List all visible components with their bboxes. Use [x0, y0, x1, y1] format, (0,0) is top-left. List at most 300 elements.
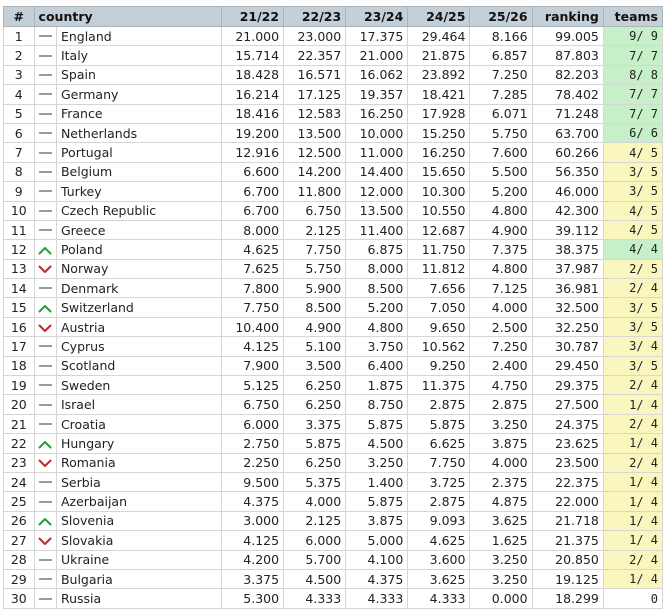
- rank-cell: 16: [4, 317, 35, 336]
- teams-cell: 3/ 5: [603, 356, 662, 375]
- no-change-dash-icon: [39, 559, 52, 561]
- ranking-cell: 21.718: [532, 511, 603, 530]
- country-cell: Azerbaijan: [56, 492, 221, 511]
- teams-cell: 3/ 4: [603, 337, 662, 356]
- no-change-dash-icon: [39, 74, 52, 76]
- no-change-dash-icon: [39, 345, 52, 347]
- teams-cell: 2/ 4: [603, 453, 662, 472]
- ranking-cell: 21.375: [532, 531, 603, 550]
- season-2526-cell: 6.857: [470, 46, 532, 65]
- table-row[interactable]: [4, 434, 663, 453]
- teams-cell: 9/ 9: [603, 27, 662, 46]
- rank-cell: 20: [4, 395, 35, 414]
- table-row[interactable]: [4, 298, 663, 317]
- season-2526-cell: 4.000: [470, 298, 532, 317]
- season-2526-cell: 4.800: [470, 201, 532, 220]
- season-2122-cell: 19.200: [221, 123, 283, 142]
- ranking-cell: 20.850: [532, 550, 603, 569]
- table-row[interactable]: [4, 85, 663, 104]
- season-2526-cell: 3.250: [470, 414, 532, 433]
- teams-cell: 1/ 4: [603, 511, 662, 530]
- trend-cell: [34, 337, 56, 356]
- rank-cell: 11: [4, 220, 35, 239]
- country-cell: Denmark: [56, 279, 221, 298]
- season-2223-cell: 23.000: [284, 27, 346, 46]
- season-2526-cell: 2.875: [470, 395, 532, 414]
- trend-cell: [34, 298, 56, 317]
- trend-cell: [34, 531, 56, 550]
- trend-cell: [34, 376, 56, 395]
- season-2425-cell: 7.050: [408, 298, 470, 317]
- season-2324-cell: 4.800: [346, 317, 408, 336]
- country-cell: Germany: [56, 85, 221, 104]
- trend-cell: [34, 85, 56, 104]
- season-2324-cell: 19.357: [346, 85, 408, 104]
- table-row[interactable]: [4, 143, 663, 162]
- ranking-cell: 32.500: [532, 298, 603, 317]
- ranking-cell: 46.000: [532, 182, 603, 201]
- season-2425-cell: 11.375: [408, 376, 470, 395]
- season-2526-cell: 4.875: [470, 492, 532, 511]
- uefa-coefficient-table: [3, 6, 663, 609]
- teams-cell: 3/ 5: [603, 162, 662, 181]
- season-2223-cell: 5.700: [284, 550, 346, 569]
- no-change-dash-icon: [39, 384, 52, 386]
- season-2425-cell: 9.250: [408, 356, 470, 375]
- country-cell: Spain: [56, 65, 221, 84]
- season-2526-cell: 2.375: [470, 472, 532, 491]
- trend-cell: [34, 104, 56, 123]
- table-row[interactable]: [4, 472, 663, 491]
- table-row[interactable]: [4, 240, 663, 259]
- no-change-dash-icon: [39, 598, 52, 600]
- season-2526-cell: 2.400: [470, 356, 532, 375]
- teams-cell: 1/ 4: [603, 434, 662, 453]
- table-row[interactable]: [4, 531, 663, 550]
- rank-cell: 19: [4, 376, 35, 395]
- season-2122-cell: 12.916: [221, 143, 283, 162]
- season-2425-cell: 18.421: [408, 85, 470, 104]
- ranking-cell: 78.402: [532, 85, 603, 104]
- no-change-dash-icon: [39, 423, 52, 425]
- no-change-dash-icon: [39, 93, 52, 95]
- table-row[interactable]: [4, 511, 663, 530]
- season-2324-cell: 1.400: [346, 472, 408, 491]
- header-season-2223[interactable]: 22/23: [284, 7, 346, 27]
- season-2223-cell: 5.750: [284, 259, 346, 278]
- season-2425-cell: 7.750: [408, 453, 470, 472]
- country-cell: Serbia: [56, 472, 221, 491]
- season-2425-cell: 5.875: [408, 414, 470, 433]
- country-cell: Netherlands: [56, 123, 221, 142]
- trend-cell: [34, 220, 56, 239]
- rank-cell: 14: [4, 279, 35, 298]
- season-2526-cell: 7.375: [470, 240, 532, 259]
- trend-cell: [34, 182, 56, 201]
- trend-cell: [34, 356, 56, 375]
- table-row[interactable]: [4, 123, 663, 142]
- country-cell: Romania: [56, 453, 221, 472]
- season-2223-cell: 7.750: [284, 240, 346, 259]
- season-2425-cell: 9.650: [408, 317, 470, 336]
- season-2425-cell: 11.750: [408, 240, 470, 259]
- season-2324-cell: 11.400: [346, 220, 408, 239]
- season-2324-cell: 4.375: [346, 569, 408, 588]
- no-change-dash-icon: [39, 55, 52, 57]
- country-cell: Scotland: [56, 356, 221, 375]
- table-row[interactable]: [4, 414, 663, 433]
- season-2223-cell: 14.200: [284, 162, 346, 181]
- season-2122-cell: 9.500: [221, 472, 283, 491]
- season-2425-cell: 21.875: [408, 46, 470, 65]
- season-2223-cell: 2.125: [284, 511, 346, 530]
- table-row[interactable]: [4, 279, 663, 298]
- uefa-coefficient-table-wrapper: [3, 6, 663, 609]
- season-2425-cell: 2.875: [408, 492, 470, 511]
- table-row[interactable]: [4, 337, 663, 356]
- season-2425-cell: 17.928: [408, 104, 470, 123]
- no-change-dash-icon: [39, 229, 52, 231]
- ranking-cell: 27.500: [532, 395, 603, 414]
- country-cell: Italy: [56, 46, 221, 65]
- table-row[interactable]: [4, 259, 663, 278]
- table-row[interactable]: [4, 317, 663, 336]
- season-2122-cell: 6.700: [221, 201, 283, 220]
- table-row[interactable]: [4, 65, 663, 84]
- season-2526-cell: 7.600: [470, 143, 532, 162]
- season-2223-cell: 13.500: [284, 123, 346, 142]
- table-row[interactable]: [4, 453, 663, 472]
- season-2425-cell: 7.656: [408, 279, 470, 298]
- trend-cell: [34, 46, 56, 65]
- season-2526-cell: 0.000: [470, 589, 532, 608]
- ranking-cell: 87.803: [532, 46, 603, 65]
- trend-down-chevron-icon: [38, 459, 52, 468]
- teams-cell: 3/ 5: [603, 298, 662, 317]
- season-2324-cell: 8.750: [346, 395, 408, 414]
- trend-up-chevron-icon: [38, 517, 52, 526]
- country-cell: Croatia: [56, 414, 221, 433]
- season-2122-cell: 7.750: [221, 298, 283, 317]
- no-change-dash-icon: [39, 35, 52, 37]
- ranking-cell: 19.125: [532, 569, 603, 588]
- season-2223-cell: 22.357: [284, 46, 346, 65]
- rank-cell: 30: [4, 589, 35, 608]
- ranking-cell: 82.203: [532, 65, 603, 84]
- no-change-dash-icon: [39, 365, 52, 367]
- no-change-dash-icon: [39, 481, 52, 483]
- season-2122-cell: 15.714: [221, 46, 283, 65]
- season-2223-cell: 12.500: [284, 143, 346, 162]
- table-row[interactable]: [4, 492, 663, 511]
- season-2223-cell: 6.750: [284, 201, 346, 220]
- trend-up-chevron-icon: [38, 304, 52, 313]
- season-2526-cell: 6.071: [470, 104, 532, 123]
- country-cell: Belgium: [56, 162, 221, 181]
- teams-cell: 8/ 8: [603, 65, 662, 84]
- season-2324-cell: 3.250: [346, 453, 408, 472]
- header-ranking[interactable]: ranking: [532, 7, 603, 27]
- season-2223-cell: 4.000: [284, 492, 346, 511]
- season-2122-cell: 4.125: [221, 337, 283, 356]
- table-row[interactable]: [4, 46, 663, 65]
- header-teams[interactable]: teams: [603, 7, 662, 27]
- season-2526-cell: 8.166: [470, 27, 532, 46]
- trend-cell: [34, 279, 56, 298]
- season-2122-cell: 2.250: [221, 453, 283, 472]
- table-row[interactable]: [4, 569, 663, 588]
- season-2526-cell: 3.250: [470, 569, 532, 588]
- country-cell: Norway: [56, 259, 221, 278]
- header-season-2324[interactable]: 23/24: [346, 7, 408, 27]
- trend-cell: [34, 317, 56, 336]
- trend-cell: [34, 472, 56, 491]
- table-row[interactable]: [4, 201, 663, 220]
- season-2425-cell: 29.464: [408, 27, 470, 46]
- season-2526-cell: 4.800: [470, 259, 532, 278]
- season-2324-cell: 5.200: [346, 298, 408, 317]
- no-change-dash-icon: [39, 132, 52, 134]
- season-2324-cell: 1.875: [346, 376, 408, 395]
- teams-cell: 1/ 4: [603, 492, 662, 511]
- table-row[interactable]: [4, 550, 663, 569]
- season-2223-cell: 6.250: [284, 395, 346, 414]
- season-2526-cell: 4.750: [470, 376, 532, 395]
- season-2122-cell: 18.428: [221, 65, 283, 84]
- country-cell: Czech Republic: [56, 201, 221, 220]
- ranking-cell: 24.375: [532, 414, 603, 433]
- teams-cell: 2/ 5: [603, 259, 662, 278]
- no-change-dash-icon: [39, 287, 52, 289]
- season-2223-cell: 12.583: [284, 104, 346, 123]
- header-season-2122[interactable]: 21/22: [221, 7, 283, 27]
- teams-cell: 1/ 4: [603, 395, 662, 414]
- season-2122-cell: 6.600: [221, 162, 283, 181]
- rank-cell: 6: [4, 123, 35, 142]
- rank-cell: 5: [4, 104, 35, 123]
- table-row[interactable]: [4, 395, 663, 414]
- season-2223-cell: 8.500: [284, 298, 346, 317]
- rank-cell: 28: [4, 550, 35, 569]
- header-country[interactable]: country: [34, 7, 221, 27]
- rank-cell: 17: [4, 337, 35, 356]
- season-2425-cell: 23.892: [408, 65, 470, 84]
- rank-cell: 22: [4, 434, 35, 453]
- table-header-row: [4, 7, 663, 27]
- trend-down-chevron-icon: [38, 324, 52, 333]
- season-2526-cell: 5.200: [470, 182, 532, 201]
- season-2122-cell: 2.750: [221, 434, 283, 453]
- country-cell: Slovakia: [56, 531, 221, 550]
- season-2122-cell: 5.125: [221, 376, 283, 395]
- season-2526-cell: 3.875: [470, 434, 532, 453]
- season-2324-cell: 16.062: [346, 65, 408, 84]
- season-2223-cell: 4.900: [284, 317, 346, 336]
- ranking-cell: 32.250: [532, 317, 603, 336]
- ranking-cell: 29.375: [532, 376, 603, 395]
- no-change-dash-icon: [39, 210, 52, 212]
- rank-cell: 13: [4, 259, 35, 278]
- season-2223-cell: 17.125: [284, 85, 346, 104]
- header-season-2425[interactable]: 24/25: [408, 7, 470, 27]
- season-2526-cell: 4.900: [470, 220, 532, 239]
- season-2223-cell: 5.875: [284, 434, 346, 453]
- country-cell: Ukraine: [56, 550, 221, 569]
- teams-cell: 7/ 7: [603, 85, 662, 104]
- trend-up-chevron-icon: [38, 246, 52, 255]
- country-cell: Turkey: [56, 182, 221, 201]
- season-2223-cell: 3.375: [284, 414, 346, 433]
- season-2425-cell: 15.250: [408, 123, 470, 142]
- trend-up-chevron-icon: [38, 440, 52, 449]
- season-2324-cell: 6.875: [346, 240, 408, 259]
- rank-cell: 29: [4, 569, 35, 588]
- season-2526-cell: 5.500: [470, 162, 532, 181]
- country-cell: France: [56, 104, 221, 123]
- rank-cell: 9: [4, 182, 35, 201]
- table-row[interactable]: [4, 220, 663, 239]
- season-2526-cell: 1.625: [470, 531, 532, 550]
- season-2526-cell: 7.250: [470, 337, 532, 356]
- season-2223-cell: 5.375: [284, 472, 346, 491]
- ranking-cell: 42.300: [532, 201, 603, 220]
- season-2122-cell: 7.625: [221, 259, 283, 278]
- country-cell: Poland: [56, 240, 221, 259]
- trend-cell: [34, 27, 56, 46]
- season-2122-cell: 4.200: [221, 550, 283, 569]
- rank-cell: 3: [4, 65, 35, 84]
- season-2526-cell: 3.625: [470, 511, 532, 530]
- country-cell: Slovenia: [56, 511, 221, 530]
- season-2324-cell: 14.400: [346, 162, 408, 181]
- season-2526-cell: 7.125: [470, 279, 532, 298]
- table-row[interactable]: [4, 27, 663, 46]
- season-2526-cell: 3.250: [470, 550, 532, 569]
- teams-cell: 3/ 5: [603, 182, 662, 201]
- season-2324-cell: 3.750: [346, 337, 408, 356]
- ranking-cell: 23.500: [532, 453, 603, 472]
- teams-cell: 4/ 5: [603, 201, 662, 220]
- season-2122-cell: 3.375: [221, 569, 283, 588]
- season-2122-cell: 18.416: [221, 104, 283, 123]
- season-2425-cell: 12.687: [408, 220, 470, 239]
- season-2324-cell: 3.875: [346, 511, 408, 530]
- no-change-dash-icon: [39, 113, 52, 115]
- season-2425-cell: 10.300: [408, 182, 470, 201]
- trend-cell: [34, 414, 56, 433]
- table-row[interactable]: [4, 356, 663, 375]
- season-2425-cell: 9.093: [408, 511, 470, 530]
- country-cell: Cyprus: [56, 337, 221, 356]
- country-cell: Russia: [56, 589, 221, 608]
- season-2223-cell: 16.571: [284, 65, 346, 84]
- season-2425-cell: 2.875: [408, 395, 470, 414]
- season-2122-cell: 6.750: [221, 395, 283, 414]
- trend-cell: [34, 453, 56, 472]
- trend-cell: [34, 511, 56, 530]
- country-cell: Greece: [56, 220, 221, 239]
- rank-cell: 23: [4, 453, 35, 472]
- ranking-cell: 30.787: [532, 337, 603, 356]
- ranking-cell: 23.625: [532, 434, 603, 453]
- season-2425-cell: 10.562: [408, 337, 470, 356]
- ranking-cell: 38.375: [532, 240, 603, 259]
- ranking-cell: 37.987: [532, 259, 603, 278]
- trend-cell: [34, 434, 56, 453]
- table-body: [4, 27, 663, 609]
- rank-cell: 25: [4, 492, 35, 511]
- no-change-dash-icon: [39, 404, 52, 406]
- ranking-cell: 71.248: [532, 104, 603, 123]
- season-2122-cell: 4.125: [221, 531, 283, 550]
- season-2122-cell: 10.400: [221, 317, 283, 336]
- season-2122-cell: 5.300: [221, 589, 283, 608]
- trend-cell: [34, 395, 56, 414]
- teams-cell: 6/ 6: [603, 123, 662, 142]
- header-rank[interactable]: #: [4, 7, 35, 27]
- ranking-cell: 63.700: [532, 123, 603, 142]
- season-2223-cell: 5.100: [284, 337, 346, 356]
- trend-cell: [34, 550, 56, 569]
- ranking-cell: 22.375: [532, 472, 603, 491]
- table-row[interactable]: [4, 182, 663, 201]
- rank-cell: 7: [4, 143, 35, 162]
- rank-cell: 2: [4, 46, 35, 65]
- ranking-cell: 22.000: [532, 492, 603, 511]
- trend-cell: [34, 589, 56, 608]
- table-row[interactable]: [4, 589, 663, 608]
- trend-down-chevron-icon: [38, 537, 52, 546]
- header-season-2526[interactable]: 25/26: [470, 7, 532, 27]
- country-cell: Austria: [56, 317, 221, 336]
- teams-cell: 4/ 5: [603, 220, 662, 239]
- season-2425-cell: 10.550: [408, 201, 470, 220]
- ranking-cell: 39.112: [532, 220, 603, 239]
- season-2122-cell: 4.375: [221, 492, 283, 511]
- season-2324-cell: 12.000: [346, 182, 408, 201]
- teams-cell: 4/ 5: [603, 143, 662, 162]
- teams-cell: 2/ 4: [603, 279, 662, 298]
- table-row[interactable]: [4, 162, 663, 181]
- ranking-cell: 60.266: [532, 143, 603, 162]
- teams-cell: 2/ 4: [603, 376, 662, 395]
- season-2223-cell: 4.500: [284, 569, 346, 588]
- season-2526-cell: 2.500: [470, 317, 532, 336]
- rank-cell: 1: [4, 27, 35, 46]
- ranking-cell: 29.450: [532, 356, 603, 375]
- season-2223-cell: 6.250: [284, 376, 346, 395]
- rank-cell: 15: [4, 298, 35, 317]
- season-2223-cell: 5.900: [284, 279, 346, 298]
- table-row[interactable]: [4, 376, 663, 395]
- season-2526-cell: 7.250: [470, 65, 532, 84]
- rank-cell: 24: [4, 472, 35, 491]
- no-change-dash-icon: [39, 171, 52, 173]
- table-row[interactable]: [4, 104, 663, 123]
- season-2223-cell: 4.333: [284, 589, 346, 608]
- rank-cell: 21: [4, 414, 35, 433]
- season-2526-cell: 4.000: [470, 453, 532, 472]
- ranking-cell: 99.005: [532, 27, 603, 46]
- season-2122-cell: 6.700: [221, 182, 283, 201]
- teams-cell: 1/ 4: [603, 569, 662, 588]
- season-2324-cell: 5.000: [346, 531, 408, 550]
- season-2223-cell: 3.500: [284, 356, 346, 375]
- ranking-cell: 56.350: [532, 162, 603, 181]
- teams-cell: 7/ 7: [603, 46, 662, 65]
- season-2122-cell: 16.214: [221, 85, 283, 104]
- teams-cell: 1/ 4: [603, 472, 662, 491]
